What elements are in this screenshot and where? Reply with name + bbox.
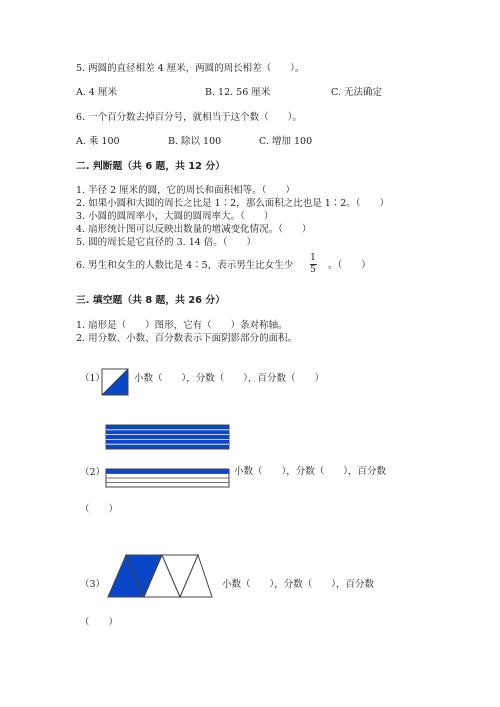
tf-item-5: 5. 圆的周长是它直径的 3. 14 倍。（ ）	[76, 237, 257, 248]
q5-option-a[interactable]: A. 4 厘米	[76, 87, 117, 98]
q6-option-b[interactable]: B. 除以 100	[168, 136, 222, 147]
fraction-numerator: 1	[310, 253, 316, 263]
fraction-one-fifth	[307, 254, 319, 275]
tf-item-3: 3. 小圆的圆周率小，大圆的圆周率大。（ ）	[76, 211, 274, 222]
part2-answer-text: 小数（ ），分数（ ），百分数	[234, 466, 387, 477]
striped-bar-figure-partial	[105, 468, 230, 488]
tf-item-4: 4. 扇形统计图可以反映出数量的增减变化情况。（ ）	[76, 224, 312, 235]
shaded-stripe	[106, 469, 229, 474]
tf-item-2: 2. 如果小圆和大圆的周长之比是 1∶2，那么面积之比也是 1∶2。（ ）	[76, 198, 390, 209]
fill-item-1: 1. 扇形是（ ）图形，它有（ ）条对称轴。	[76, 320, 288, 331]
part3-label: （3）	[80, 579, 106, 590]
q5-option-b[interactable]: B. 12. 56 厘米	[205, 87, 271, 98]
section2-title: 二. 判断题（共 6 题，共 12 分）	[76, 161, 225, 172]
part3-answer-text: 小数（ ），分数（ ），百分数	[222, 579, 375, 590]
q5-option-c[interactable]: C. 无法确定	[331, 87, 382, 98]
shaded-bar-full	[106, 425, 229, 449]
square-diagonal-figure	[101, 368, 129, 396]
tf-item-6-prefix: 6. 男生和女生的人数比是 4∶5，表示男生比女生少	[76, 260, 294, 271]
q6-option-c[interactable]: C. 增加 100	[259, 136, 313, 147]
part3-answer-cont: （ ）	[80, 617, 119, 628]
q5-stem: 5. 两圆的直径相差 4 厘米，两圆的周长相差（ ）。	[76, 63, 305, 74]
part1-answer-text: 小数（ ），分数（ ），百分数（ ）	[134, 373, 325, 384]
fill-item-2: 2. 用分数、小数、百分数表示下面阴影部分的面积。	[76, 333, 298, 344]
part2-answer-cont: （ ）	[80, 504, 119, 515]
tf-item-6-suffix: 。（ ）	[328, 260, 371, 271]
triangles-figure	[107, 554, 213, 598]
section3-title: 三. 填空题（共 8 题，共 26 分）	[76, 295, 225, 306]
part2-label: （2）	[80, 467, 106, 478]
fraction-denominator: 5	[310, 265, 316, 275]
q6-stem: 6. 一个百分数去掉百分号，就相当于这个数（ ）。	[76, 112, 302, 123]
part1-label: （1）	[80, 373, 106, 384]
q6-option-a[interactable]: A. 乘 100	[76, 136, 120, 147]
tf-item-1: 1. 半径 2 厘米的圆，它的周长和面积相等。（ ）	[76, 185, 295, 196]
striped-bar-figure-full	[105, 424, 230, 450]
